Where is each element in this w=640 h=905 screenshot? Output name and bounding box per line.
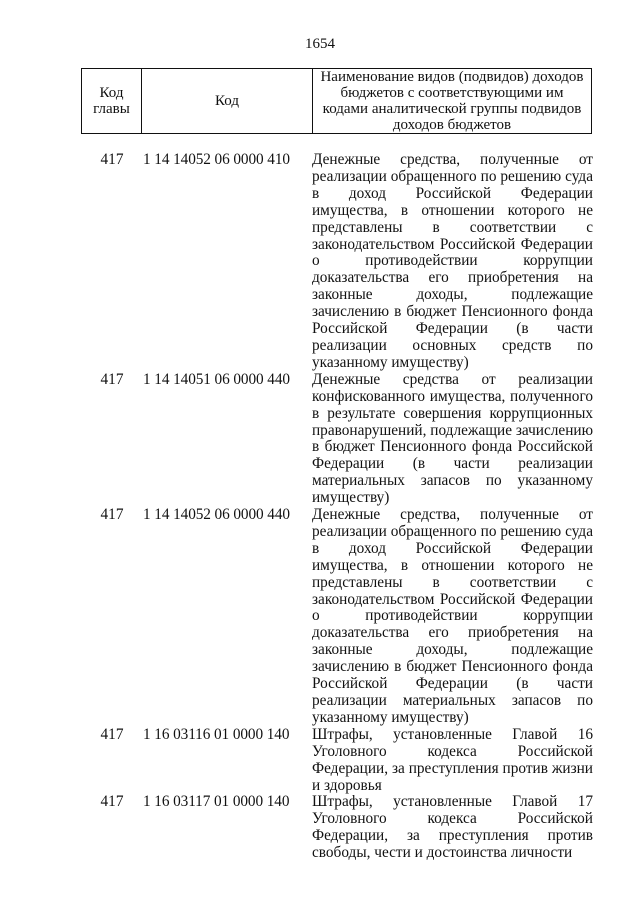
table-row [81,152,592,372]
header-name: Наименование видов (подвидов) доходов бюджетов с соответствующими им кодами аналитической группы подвидов доходов бюджетов [313,69,592,134]
table-row [81,727,592,795]
page-number: 1654 [305,36,335,52]
table-row [81,507,592,727]
cell-description: Штрафы, установленные Главой 17 Уголовного кодекса Российской Федерации, за преступления против свободы, чести и достоинства личности [312,793,593,862]
table-row [81,794,592,862]
cell-description: Денежные средства от реализации конфискованного имущества, полученного в результате совершения коррупционных правонарушений, подлежащие зачислению в бюджет Пенсионного фонда Российской Федерации (в части реализации материальных запасов по указанному имуществу) [312,370,593,507]
table-body [81,152,592,862]
cell-code: 1 16 03117 01 0000 140 [143,793,290,811]
header-row [82,69,592,134]
cell-chapter-code: 417 [100,725,124,743]
cell-description: Штрафы, установленные Главой 16 Уголовного кодекса Российской Федерации, за преступления против жизни и здоровья [312,725,593,794]
header-code: Код [142,69,313,134]
cell-code: 1 14 14052 06 0000 440 [143,506,290,524]
cell-chapter-code: 417 [100,793,124,811]
table-row [81,372,592,507]
cell-description: Денежные средства, полученные от реализации обращенного по решению суда в доход Российской Федерации имущества, в отношении которого не представлены в соответствии с законодательством Российской Федерации о противодействии коррупции доказательства его приобретения на законные доходы, подлежащие зачислению в бюджет Пенсионного фонда Российской Федерации (в части реализации основных средств по указанному имуществу) [312,151,593,371]
cell-chapter-code: 417 [100,370,124,388]
cell-code: 1 14 14052 06 0000 410 [143,151,290,168]
table-header [81,68,592,134]
cell-code: 1 16 03116 01 0000 140 [143,725,290,743]
cell-code: 1 14 14051 06 0000 440 [143,370,290,388]
cell-chapter-code: 417 [100,506,124,524]
cell-chapter-code: 417 [100,151,124,168]
cell-description: Денежные средства, полученные от реализации обращенного по решению суда в доход Российской Федерации имущества, в отношении которого не представлены в соответствии с законодательством Российской Федерации о противодействии коррупции доказательства его приобретения на законные доходы, подлежащие зачислению в бюджет Пенсионного фонда Российской Федерации (в части реализации материальных запасов по указанному имуществу) [312,506,593,726]
header-code-chapter: Код главы [82,69,142,134]
